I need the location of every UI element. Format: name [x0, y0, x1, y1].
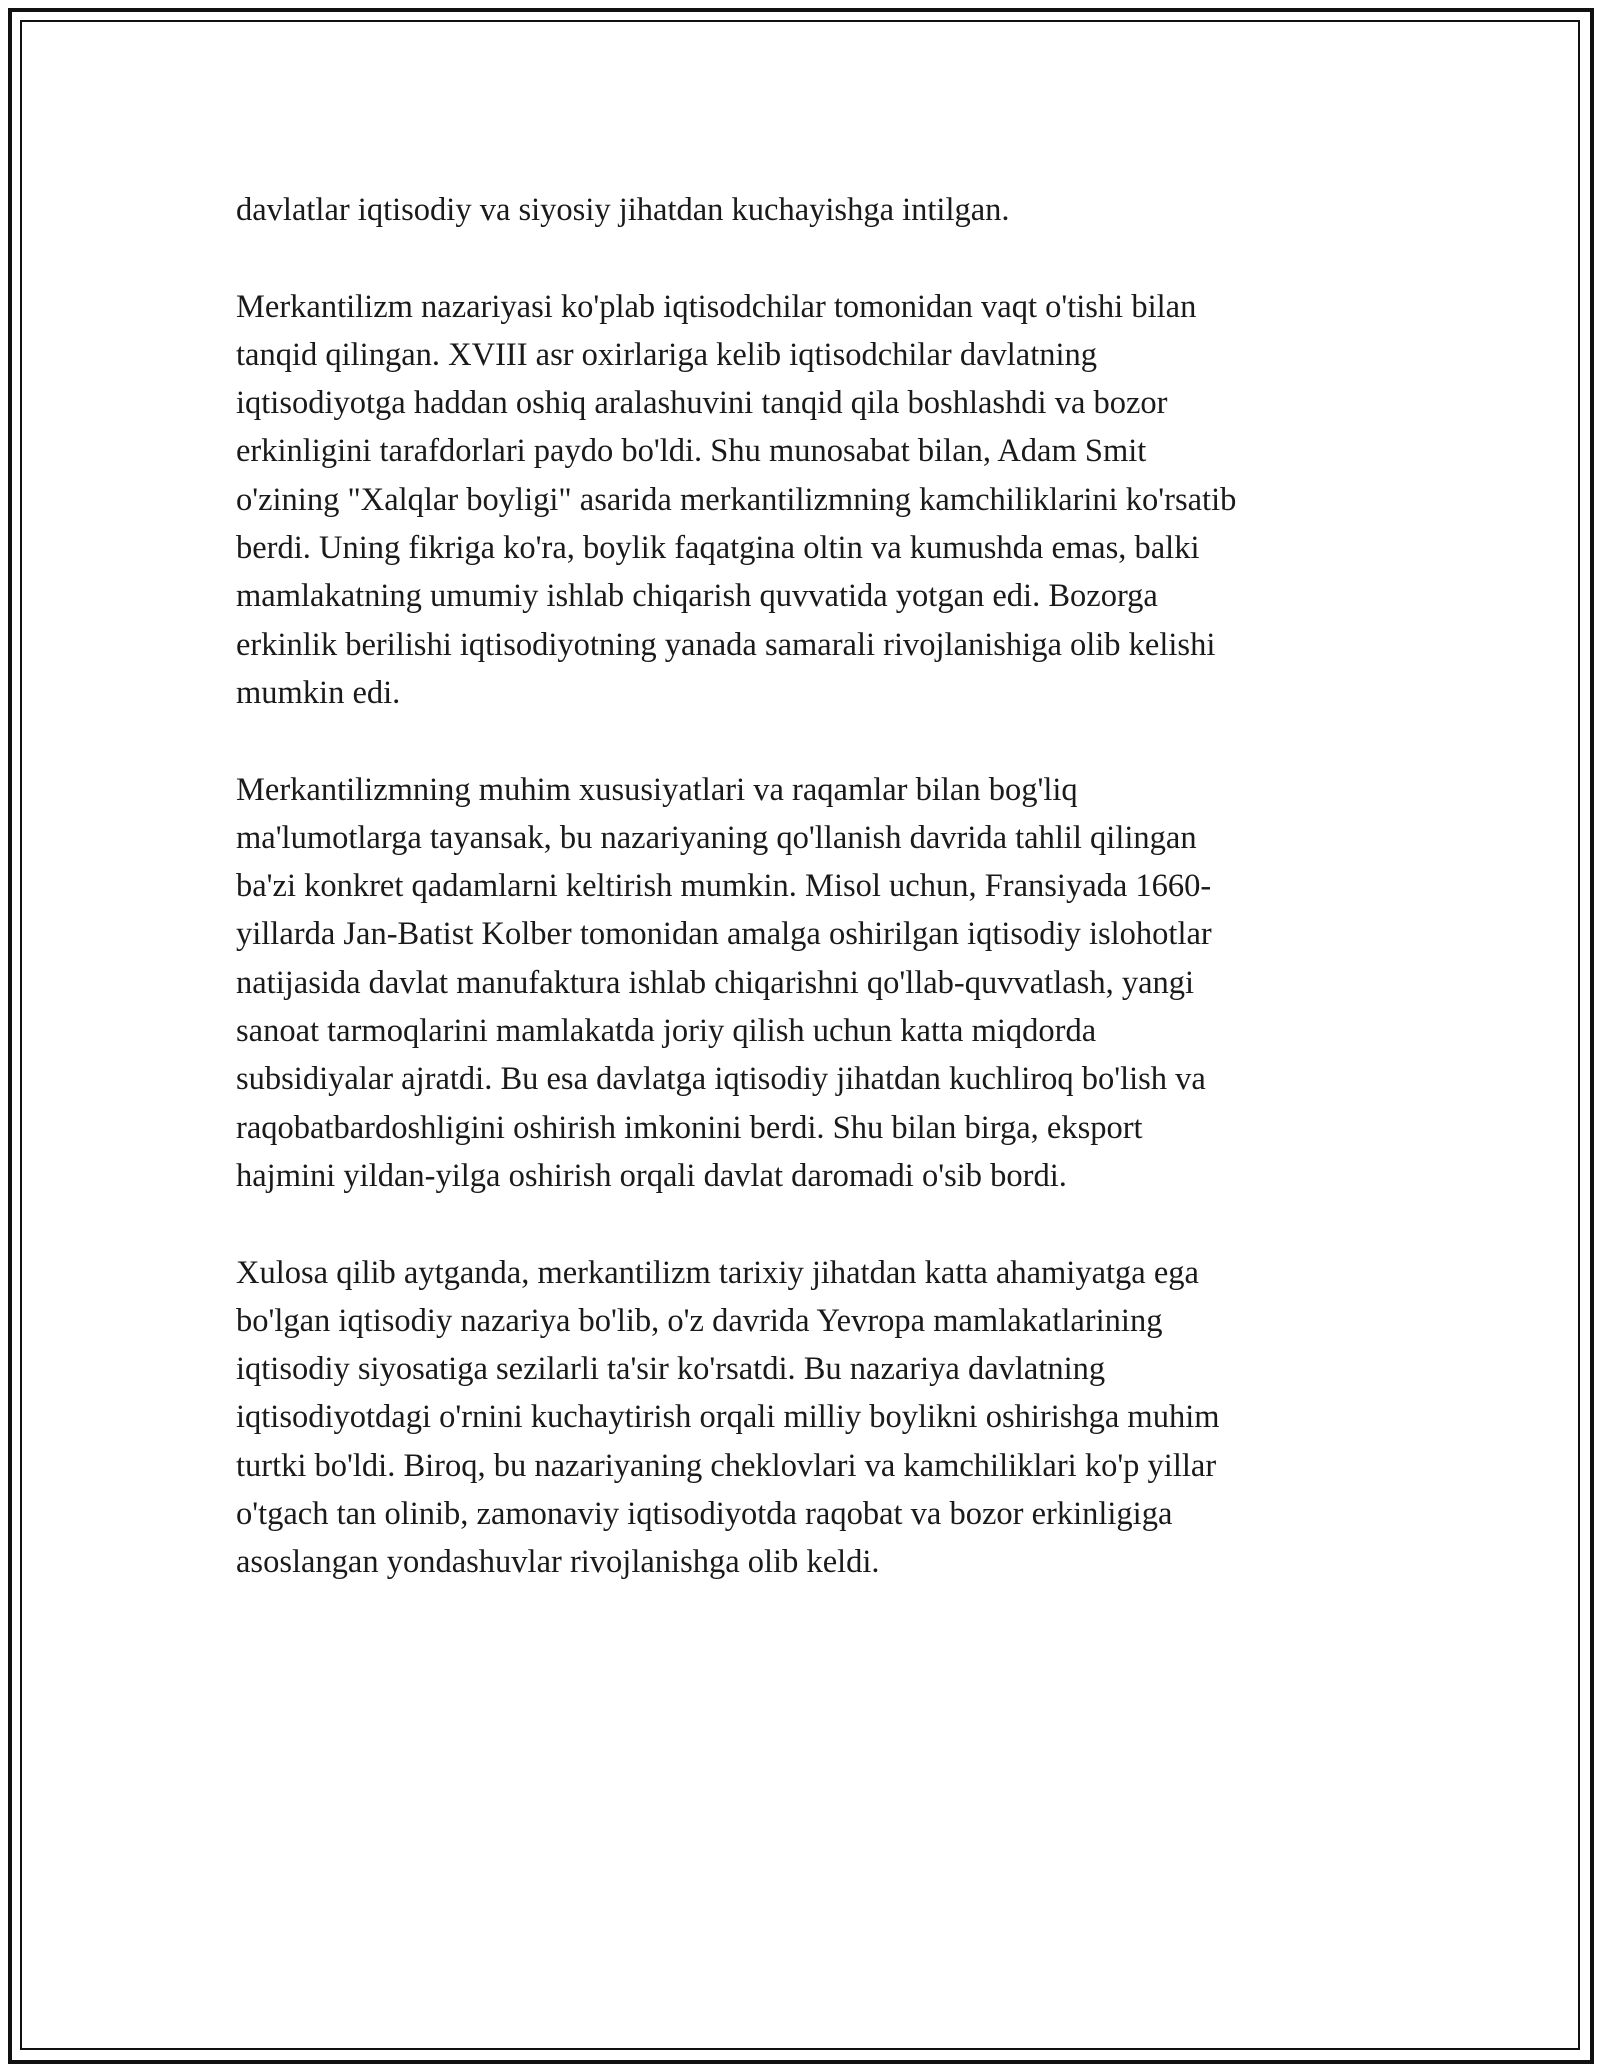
paragraph-4: Xulosa qilib aytganda, merkantilizm tarixiy jihatdan katta ahamiyatga ega bo'lgan iqtisodiy nazariya bo'lib, o'z davrida Yevropa mamlakatlarining iqtisodiy siyosatiga sezilarli ta'sir ko'rsatdi. Bu nazariya davlatning iqtisodiyotdagi o'rnini kuchaytirish orqali milliy boylikni oshirishga muhim turtki bo'ldi. Biroq, bu nazariyaning cheklovlari va kamchiliklari ko'p yillar o'tgach tan olinib, zamonaviy iqtisodiyotda raqobat va bozor erkinligiga asoslangan yondashuvlar rivojlanishga olib keldi.	[236, 1254, 1220, 1581]
paragraph-2: Merkantilizm nazariyasi ko'plab iqtisodchilar tomonidan vaqt o'tishi bilan tanqid qilingan. XVIII asr oxirlariga kelib iqtisodchilar davlatning iqtisodiyotga haddan oshiq aralashuvini tanqid qila boshlashdi va bozor erkinligini tarafdorlari paydo bo'ldi. Shu munosabat bilan, Adam Smit o'zining "Xalqlar boyligi" asarida merkantilizmning kamchiliklarini ko'rsatib berdi. Uning fikriga ko'ra, boylik faqatgina oltin va kumushda emas, balki mamlakatning umumiy ishlab chiqarish quvvatida yotgan edi. Bozorga erkinlik berilishi iqtisodiyotning yanada samarali rivojlanishiga olib kelishi mumkin edi.	[236, 288, 1237, 711]
document-body	[236, 186, 1376, 1635]
paragraph-3: Merkantilizmning muhim xususiyatlari va raqamlar bilan bog'liq ma'lumotlarga tayansak, bu nazariyaning qo'llanish davrida tahlil qilingan ba'zi konkret qadamlarni keltirish mumkin. Misol uchun, Fransiyada 1660- yillarda Jan-Batist Kolber tomonidan amalga oshirilgan iqtisodiy islohotlar natijasida davlat manufaktura ishlab chiqarishni qo'llab-quvvatlash, yangi sanoat tarmoqlarini mamlakatda joriy qilish uchun katta miqdorda subsidiyalar ajratdi. Bu esa davlatga iqtisodiy jihatdan kuchliroq bo'lish va raqobatbardoshligini oshirish imkonini berdi. Shu bilan birga, eksport hajmini yildan-yilga oshirish orqali davlat daromadi o'sib bordi.	[236, 771, 1212, 1194]
paragraph-1: davlatlar iqtisodiy va siyosiy jihatdan kuchayishga intilgan.	[236, 192, 1010, 228]
